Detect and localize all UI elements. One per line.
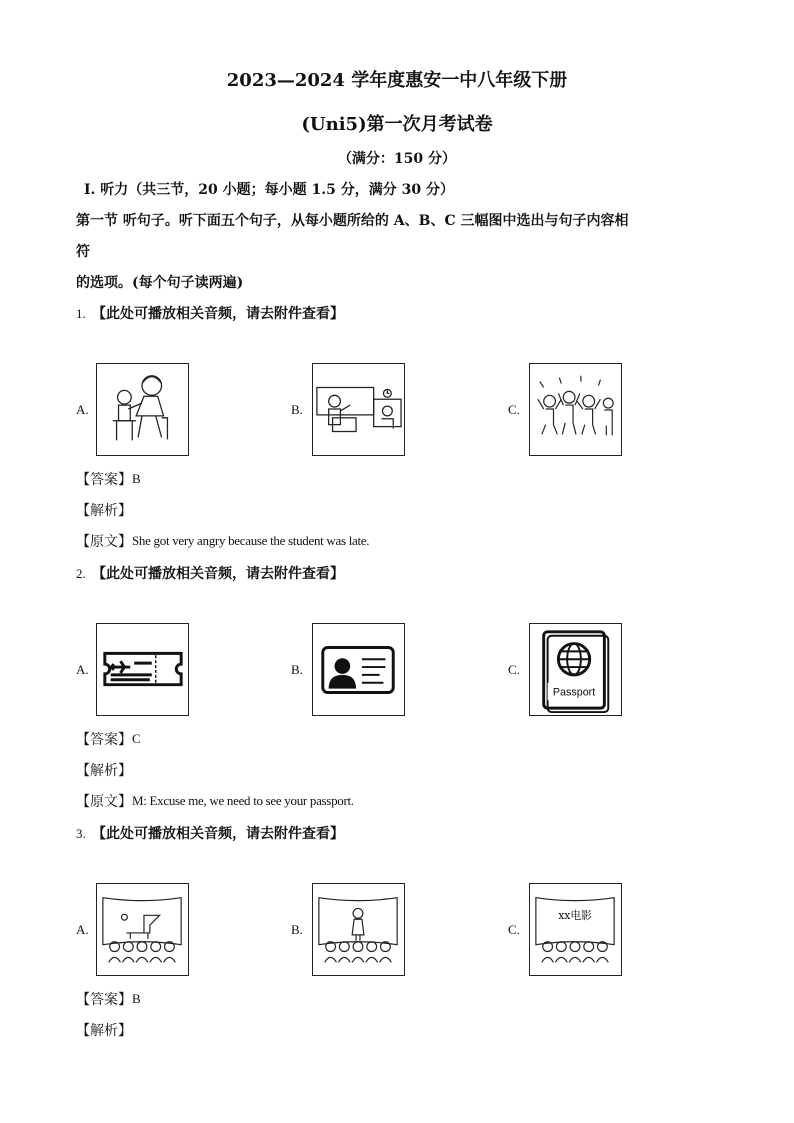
- answer-tag: 【答案】: [76, 732, 132, 748]
- transcript-tag: 【原文】: [76, 794, 132, 810]
- option-label: C.: [508, 402, 520, 417]
- movie-label: xx电影: [558, 909, 592, 923]
- answer-value: B: [132, 991, 141, 1006]
- page-subtitle: (Uni5)第一次月考试卷: [301, 114, 493, 135]
- audio-prompt[interactable]: 【此处可播放相关音频，请去附件查看】: [92, 826, 344, 842]
- answer-tag: 【答案】: [76, 992, 132, 1008]
- option-label: C.: [508, 662, 520, 677]
- answer-value: C: [132, 731, 141, 746]
- audio-prompt[interactable]: 【此处可播放相关音频，请去附件查看】: [92, 306, 344, 322]
- id-card-icon[interactable]: [312, 623, 405, 716]
- question-number: 2.: [76, 566, 86, 581]
- option-label: A.: [76, 662, 89, 677]
- piano-concert-icon[interactable]: [96, 883, 189, 976]
- stage-performance-icon[interactable]: [312, 883, 405, 976]
- option-label: B.: [291, 402, 303, 417]
- option-label: A.: [76, 402, 89, 417]
- audio-prompt[interactable]: 【此处可播放相关音频，请去附件查看】: [92, 566, 344, 582]
- transcript-text: She got very angry because the student was late.: [132, 533, 370, 548]
- full-score: （满分：150 分）: [337, 151, 457, 167]
- passport-icon[interactable]: [529, 623, 622, 716]
- classroom-late-icon[interactable]: [312, 363, 405, 456]
- transcript-tag: 【原文】: [76, 534, 132, 550]
- answer-value: B: [132, 471, 141, 486]
- analysis-tag: 【解析】: [76, 763, 132, 779]
- answer-tag: 【答案】: [76, 472, 132, 488]
- option-label: A.: [76, 922, 89, 937]
- question-number: 1.: [76, 306, 86, 321]
- section-heading: Ⅰ. 听力（共三节，20 小题；每小题 1.5 分，满分 30 分）: [84, 182, 454, 198]
- instruction-line-3: 的选项。(每个句子读两遍): [76, 275, 244, 291]
- page-title: 2023—2024 学年度惠安一中八年级下册: [226, 70, 568, 91]
- instruction-line-2: 符: [76, 244, 90, 260]
- cheering-students-icon[interactable]: [529, 363, 622, 456]
- doctor-child-icon[interactable]: [96, 363, 189, 456]
- question-number: 3.: [76, 826, 86, 841]
- plane-ticket-icon[interactable]: [96, 623, 189, 716]
- movie-screen-icon[interactable]: [529, 883, 622, 976]
- instruction-line-1: 第一节 听句子。听下面五个句子，从每小题所给的 A、B、C 三幅图中选出与句子内容相: [76, 213, 629, 229]
- passport-label: Passport: [552, 686, 596, 699]
- option-label: B.: [291, 922, 303, 937]
- analysis-tag: 【解析】: [76, 1023, 132, 1039]
- option-label: C.: [508, 922, 520, 937]
- option-label: B.: [291, 662, 303, 677]
- transcript-text: M: Excuse me, we need to see your passport.: [132, 793, 354, 808]
- analysis-tag: 【解析】: [76, 503, 132, 519]
